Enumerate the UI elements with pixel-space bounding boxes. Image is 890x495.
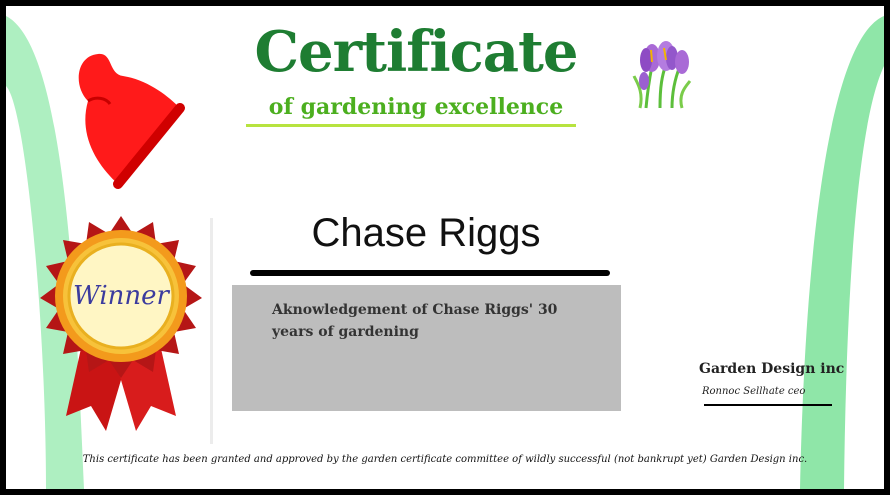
footer-text: This certificate has been granted and approved by the garden certificate committee of wildly successful (not bankrupt yet) Garden Design inc. bbox=[82, 454, 808, 465]
acknowledgement-box bbox=[232, 285, 621, 411]
signature-line bbox=[704, 404, 832, 406]
acknowledgement-text: Aknowledgement of Chase Riggs' 30 years of gardening bbox=[272, 302, 558, 340]
right-leaf-decoration bbox=[796, 6, 886, 489]
crocus-flower-icon bbox=[626, 36, 696, 111]
winner-rosette-badge bbox=[36, 216, 226, 446]
company-name-suffix: n inc bbox=[805, 361, 845, 377]
badge-text: Winner bbox=[73, 281, 169, 311]
red-hat-icon bbox=[68, 46, 188, 186]
recipient-underline bbox=[250, 270, 610, 276]
certificate-title: Certificate bbox=[254, 19, 578, 85]
certificate-subtitle: of gardening excellence bbox=[268, 94, 564, 120]
company-name-prefix: Garden Desig bbox=[699, 361, 806, 377]
title-underline bbox=[246, 124, 576, 127]
company-name bbox=[699, 361, 844, 377]
signer-name: Ronnoc Sellhate ceo bbox=[702, 386, 806, 397]
vertical-divider bbox=[210, 218, 213, 444]
recipient-name: Chase Riggs bbox=[311, 211, 541, 255]
